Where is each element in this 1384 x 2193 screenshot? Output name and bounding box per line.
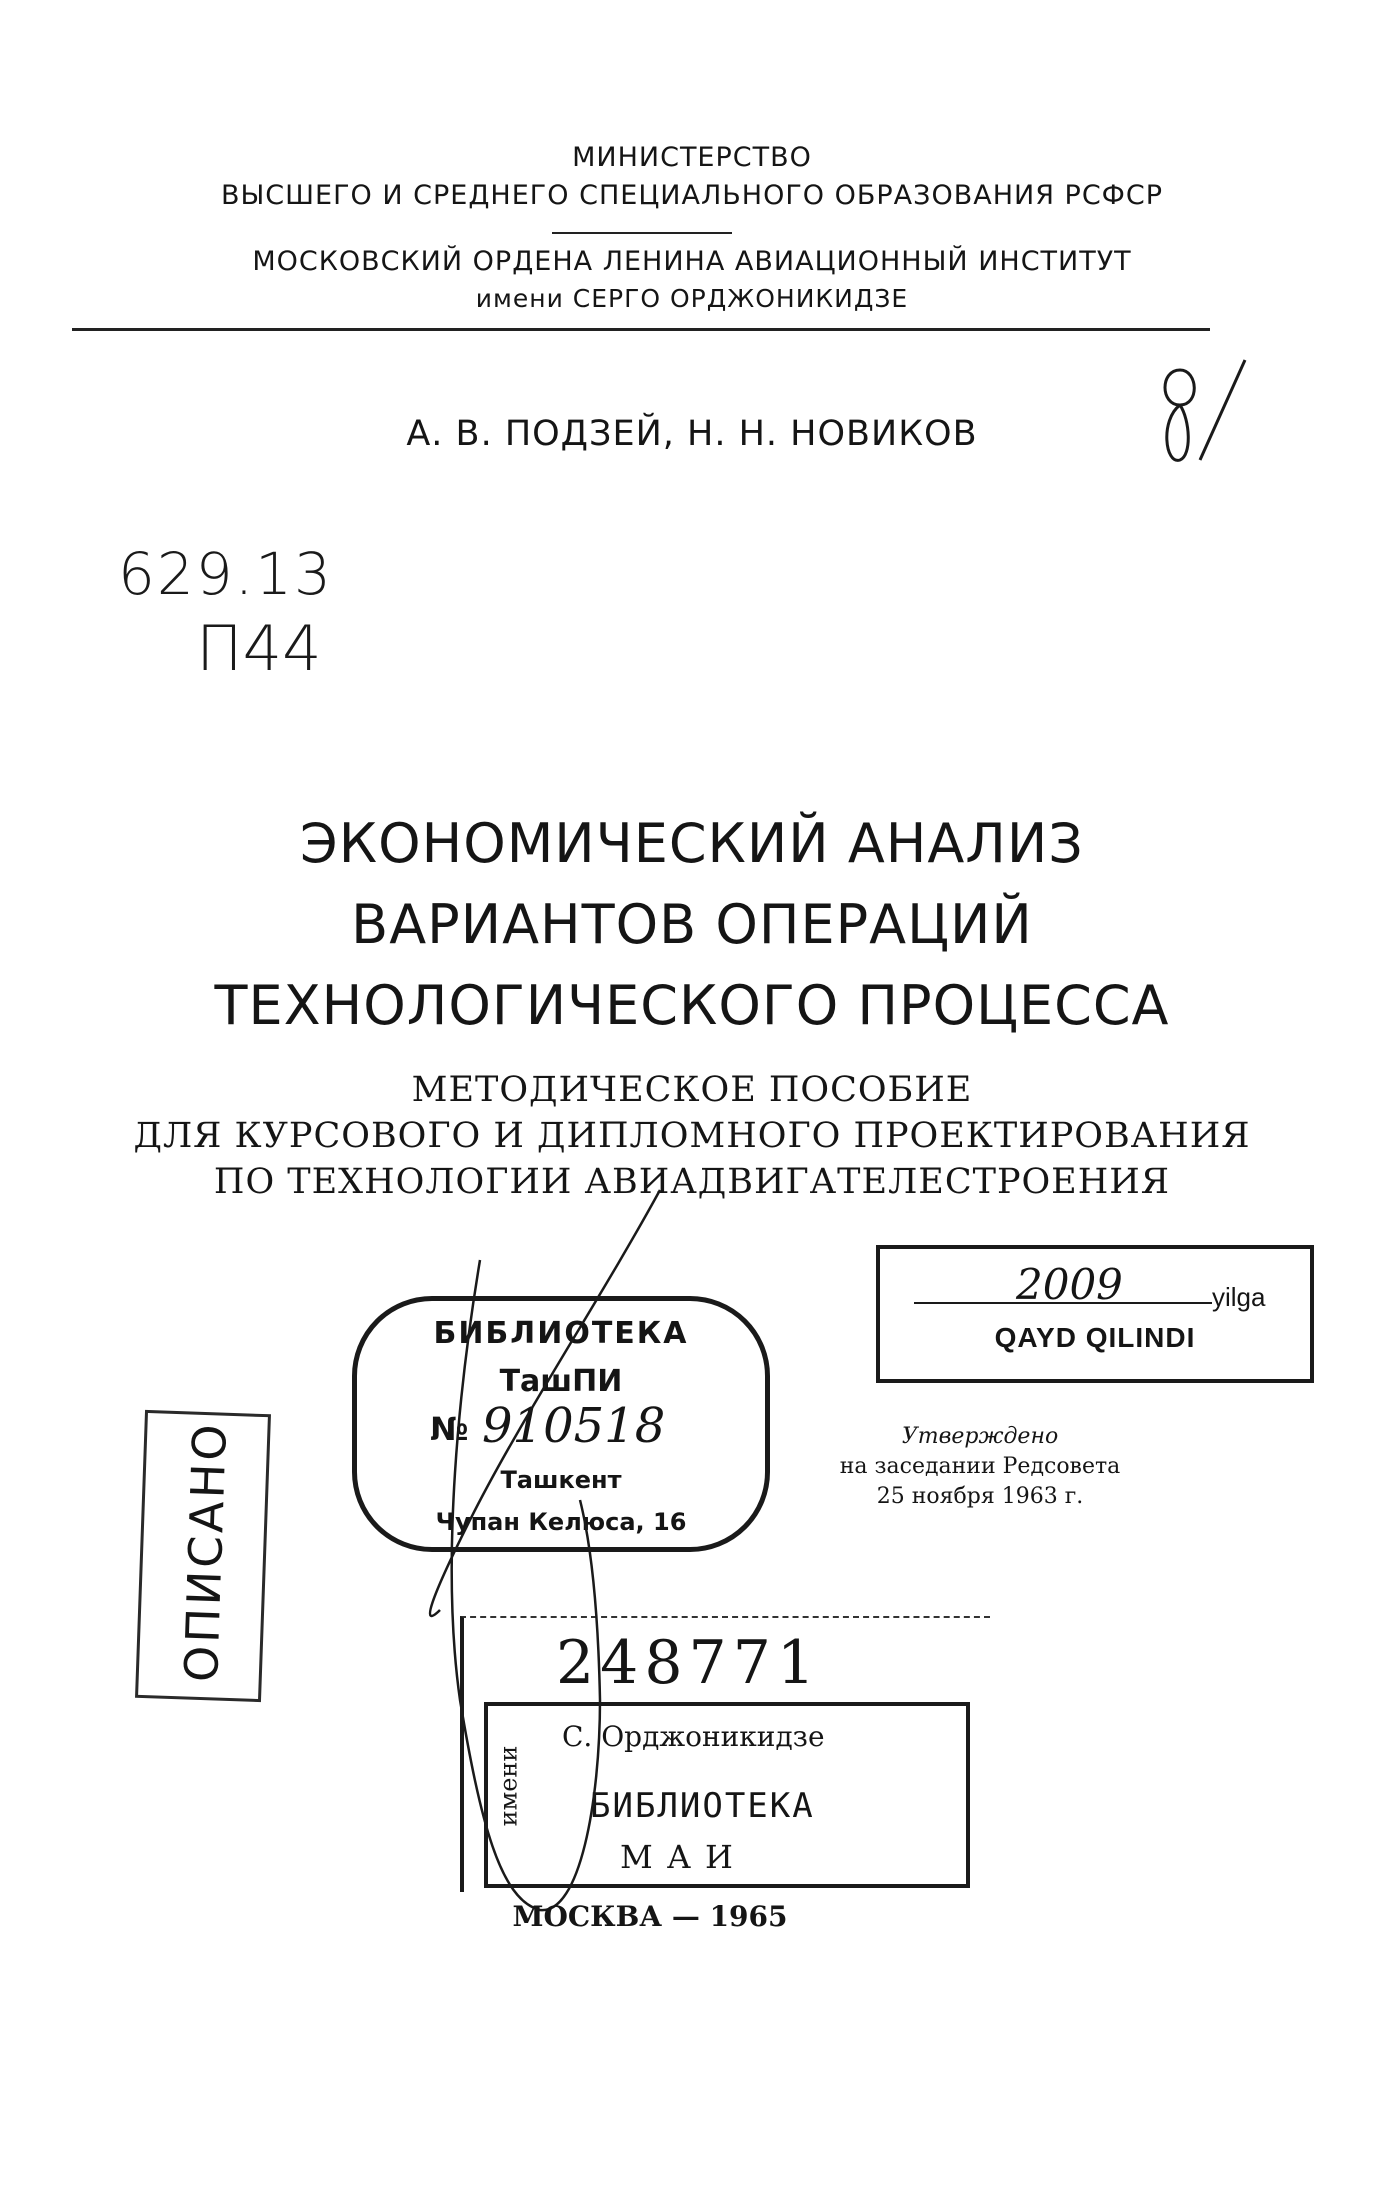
registration-text: QAYD QILINDI: [994, 1322, 1196, 1353]
mai-stamp-abbrev: МАИ: [620, 1838, 747, 1876]
subtitle-line-1: МЕТОДИЧЕСКОЕ ПОСОБИЕ: [411, 1070, 973, 1110]
authors: А. В. ПОДЗЕЙ, Н. Н. НОВИКОВ: [406, 414, 978, 454]
library-stamp-number: 910518: [482, 1398, 666, 1454]
institute-name: МОСКОВСКИЙ ОРДЕНА ЛЕНИНА АВИАЦИОННЫЙ ИНСТИТУТ: [252, 246, 1132, 277]
library-stamp-org: ТашПИ: [499, 1364, 623, 1399]
library-stamp-title: БИБЛИОТЕКА: [433, 1316, 689, 1351]
registration-year-suffix: yilga: [1212, 1282, 1266, 1312]
title-line-2: ВАРИАНТОВ ОПЕРАЦИЙ: [351, 893, 1033, 956]
mai-inventory-number: 248771: [556, 1628, 822, 1698]
library-stamp-number-prefix: №: [430, 1410, 469, 1448]
divider-long: [72, 328, 1210, 331]
library-stamp-address: Чупан Келюса, 16: [435, 1508, 687, 1536]
mai-stamp-library: БИБЛИОТЕКА: [590, 1786, 815, 1826]
vertical-stamp-text: ОПИСАНО: [174, 1420, 238, 1683]
divider-short: [552, 232, 732, 234]
registration-year: 2009: [1016, 1260, 1123, 1309]
library-stamp-city: Ташкент: [500, 1466, 622, 1494]
institute-dedication: имени СЕРГО ОРДЖОНИКИДЗЕ: [475, 284, 909, 313]
title-line-3: ТЕХНОЛОГИЧЕСКОГО ПРОЦЕССА: [214, 974, 1170, 1037]
approval-date: 25 ноября 1963 г.: [876, 1484, 1084, 1509]
pen-stroke-icon: [400, 1180, 720, 1940]
classification-code: 629.13: [118, 540, 333, 608]
ministry-name: МИНИСТЕРСТВО: [572, 142, 812, 173]
approval-body: на заседании Редсовета: [839, 1454, 1121, 1479]
approval-heading: Утверждено: [901, 1424, 1059, 1449]
mai-stamp-dedication: С. Орджоникидзе: [562, 1720, 825, 1753]
author-mark: П44: [196, 612, 322, 685]
mai-stamp-imeni: имени: [494, 1745, 523, 1827]
title-line-1: ЭКОНОМИЧЕСКИЙ АНАЛИЗ: [300, 812, 1084, 875]
subtitle-line-3: ПО ТЕХНОЛОГИИ АВИАДВИГАТЕЛЕСТРОЕНИЯ: [213, 1162, 1171, 1202]
ministry-full-name: ВЫСШЕГО И СРЕДНЕГО СПЕЦИАЛЬНОГО ОБРАЗОВАНИЯ РСФСР: [220, 180, 1164, 211]
imprint: МОСКВА — 1965: [512, 1900, 788, 1933]
subtitle-line-2: ДЛЯ КУРСОВОГО И ДИПЛОМНОГО ПРОЕКТИРОВАНИЯ: [133, 1116, 1251, 1156]
